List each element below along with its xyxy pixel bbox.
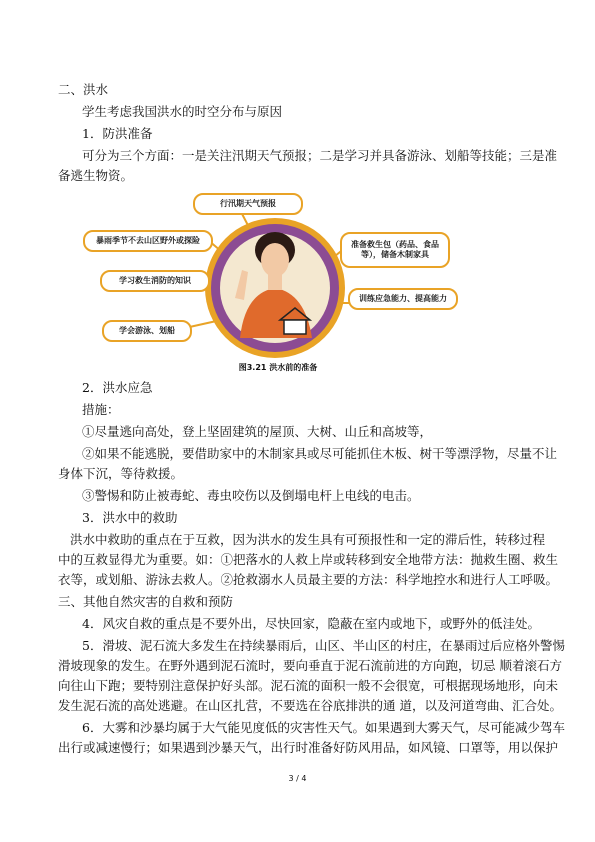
page-number: 3 / 4 <box>288 774 307 783</box>
measure-item: ③警惕和防止被毒蛇、毒虫咬伤以及倒塌电杆上电线的电击。 <box>82 488 420 503</box>
measures-label: 措施： <box>82 402 120 417</box>
subheading-flood-preparation: 1．防洪准备 <box>82 126 153 141</box>
figure-bubble: 学习救生消防的知识 <box>100 270 210 292</box>
figure-caption: 图3.21 洪水前的准备 <box>238 363 318 372</box>
figure-bubble: 准备救生包（药品、食品等），储备木制家具 <box>340 232 450 268</box>
paragraph-line: 可分为三个方面：一是关注汛期天气预报；二是学习并具备游泳、划船等技能；三是准 <box>82 148 558 163</box>
figure-bubble: 暴雨季节不去山区野外或探险 <box>83 230 213 252</box>
paragraph-line: 5．滑坡、泥石流大多发生在持续暴雨后，山区、半山区的村庄，在暴雨过后应格外警惕 <box>82 638 565 653</box>
paragraph-line: 中的互救显得尤为重要。如：①把落水的人救上岸或转移到安全地带方法：抛救生圈、救生 <box>58 552 559 567</box>
subheading-flood-emergency: 2．洪水应急 <box>82 380 153 395</box>
paragraph-line: 滑坡现象的发生。在野外遇到泥石流时，要向垂直于泥石流前进的方向跑，切忌 顺着滚石方 <box>58 658 562 673</box>
paragraph-line: 6．大雾和沙暴均属于大气能见度低的灾害性天气。如果遇到大雾天气，尽可能减少驾车 <box>82 720 565 735</box>
figure-bubble: 行汛期天气预报 <box>193 193 303 215</box>
measure-item: ②如果不能逃脱，要借助家中的木制家具或尽可能抓住木板、树干等漂浮物，尽量不让 <box>82 446 558 461</box>
flood-preparation-figure <box>80 188 470 378</box>
figure-bubble: 学会游泳、划船 <box>102 320 192 342</box>
paragraph-line: 备逃生物资。 <box>58 168 134 183</box>
measure-item: ①尽量逃向高处，登上坚固建筑的屋顶、大树、山丘和高坡等， <box>82 424 433 439</box>
paragraph-line: 4．风灾自救的重点是不要外出，尽快回家，隐蔽在室内或地下，或野外的低洼处。 <box>82 616 540 631</box>
section-heading-flood: 二、洪水 <box>58 82 109 97</box>
measure-item: 身体下沉，等待救援。 <box>58 466 184 481</box>
paragraph-line: 发生泥石流的高处逃避。在山区扎营，不要选在谷底排洪的通 道，以及河道弯曲、汇合处。 <box>58 698 562 713</box>
subheading-rescue: 3．洪水中的救助 <box>82 510 178 525</box>
paragraph-line: 洪水中救助的重点在于互救，因为洪水的发生具有可预报性和一定的滞后性，转移过程 <box>70 532 546 547</box>
paragraph-line: 衣等，或划船、游泳去救人。②抢救溺水人员最主要的方法：科学地控水和进行人工呼吸。 <box>58 572 559 587</box>
intro-text: 学生考虑我国洪水的时空分布与原因 <box>82 104 283 119</box>
paragraph-line: 出行或减速慢行；如果遇到沙暴天气，出行时准备好防风用品，如风镜、口罩等，用以保护 <box>58 740 559 755</box>
paragraph-line: 向往山下跑；要特别注意保护好头部。泥石流的面积一般不会很宽，可根据现场地形，向未 <box>58 678 559 693</box>
figure-bubble: 训练应急能力、提高能力 <box>348 288 458 310</box>
section-heading-other-disasters: 三、其他自然灾害的自救和预防 <box>58 594 234 609</box>
